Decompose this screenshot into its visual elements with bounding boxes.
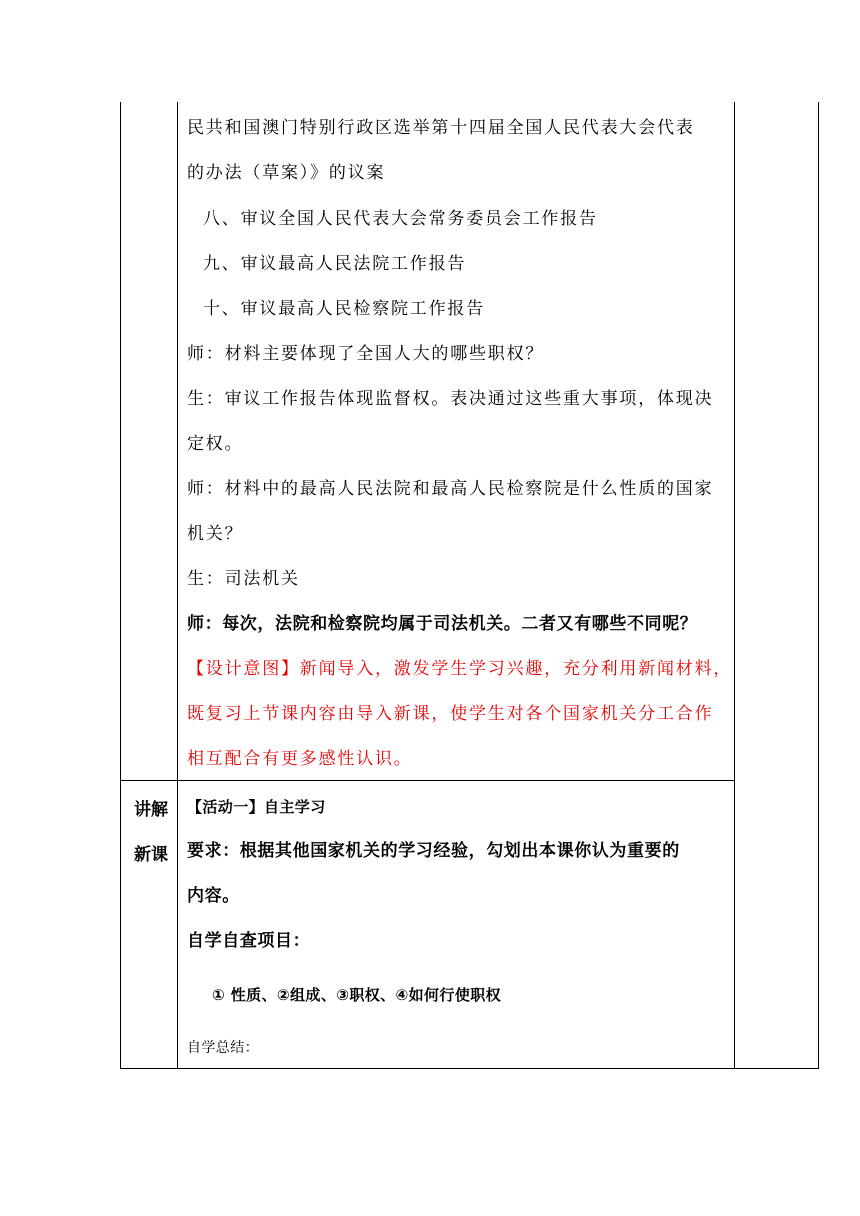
row-label-line2: 新课 xyxy=(134,845,168,865)
table-divider-col1 xyxy=(177,102,178,1069)
teacher-question: 师：材料主要体现了全国人大的哪些职权？ xyxy=(187,344,545,364)
student-answer-cont: 定权。 xyxy=(187,434,244,454)
table-row-divider xyxy=(120,780,734,781)
requirement-text-cont: 内容。 xyxy=(187,886,240,906)
agenda-item-10: 十、审议最高人民检察院工作报告 xyxy=(203,299,485,319)
text-line: 的办法（草案）》的议案 xyxy=(187,163,386,183)
design-intent: 既复习上节课内容由导入新课，使学生对各个国家机关分工合作 xyxy=(187,704,714,724)
bold-question: 师：每次，法院和检察院均属于司法机关。二者又有哪些不同呢？ xyxy=(187,614,698,634)
agenda-item-8: 八、审议全国人民代表大会常务委员会工作报告 xyxy=(203,209,598,229)
teacher-question-cont: 机关？ xyxy=(187,524,244,544)
student-answer: 生：审议工作报告体现监督权。表决通过这些重大事项，体现决 xyxy=(187,389,714,409)
table-border-left xyxy=(120,102,121,1069)
design-intent: 【设计意图】新闻导入，激发学生学习兴趣，充分利用新闻材料， xyxy=(187,659,733,679)
table-divider-col2 xyxy=(734,102,735,1069)
activity-title: 【活动一】自主学习 xyxy=(187,798,326,816)
student-answer: 生：司法机关 xyxy=(187,569,300,589)
self-summary-label: 自学总结： xyxy=(187,1040,259,1056)
self-check-title: 自学自查项目： xyxy=(187,931,311,951)
design-intent: 相互配合有更多感性认识。 xyxy=(187,749,413,769)
table-border-right xyxy=(818,102,819,1069)
row-label-line1: 讲解 xyxy=(134,800,168,820)
text-line: 民共和国澳门特别行政区选举第十四届全国人民代表大会代表 xyxy=(187,118,695,138)
table-border-bottom xyxy=(120,1068,819,1069)
teacher-question: 师：材料中的最高人民法院和最高人民检察院是什么性质的国家 xyxy=(187,479,714,499)
requirement-text: 要求：根据其他国家机关的学习经验，勾划出本课你认为重要的 xyxy=(187,841,680,861)
agenda-item-9: 九、审议最高人民法院工作报告 xyxy=(203,254,467,274)
self-check-items: ① 性质、②组成、③职权、④如何行使职权 xyxy=(212,986,502,1004)
